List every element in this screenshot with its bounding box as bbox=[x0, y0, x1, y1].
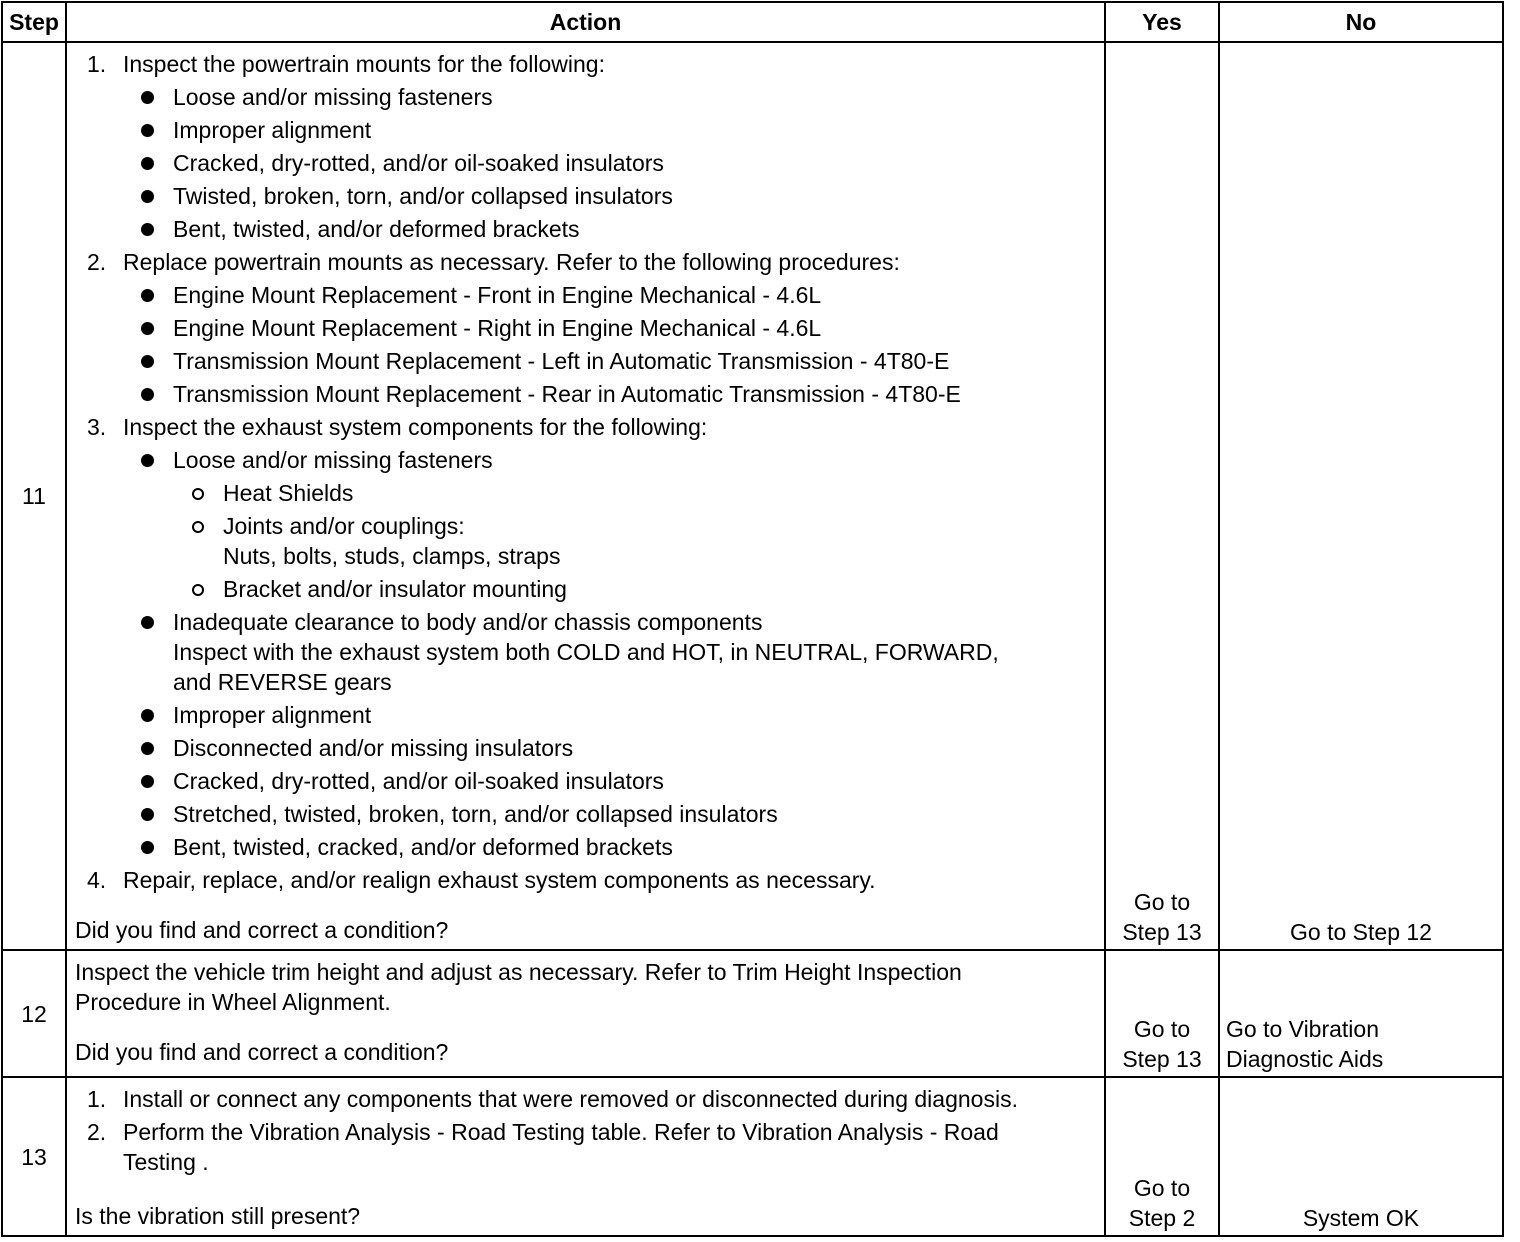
question-text: Is the vibration still present? bbox=[75, 1203, 361, 1229]
table-row-step-13 bbox=[2, 1077, 1503, 1236]
sub-bullet-item bbox=[173, 511, 1096, 571]
sub-bullet-item: Bracket and/or insulator mounting bbox=[173, 574, 1096, 604]
yes-line: Step 13 bbox=[1122, 919, 1202, 945]
sub-bullet-item: Heat Shields bbox=[173, 478, 1096, 508]
action-list bbox=[75, 1084, 1096, 1177]
header-yes: Yes bbox=[1105, 2, 1219, 42]
action-text: Inspect the vehicle trim height and adjust as necessary. Refer to Trim Height Inspection bbox=[75, 959, 962, 985]
bullet-item: Engine Mount Replacement - Front in Engine Mechanical - 4.6L bbox=[123, 280, 1096, 310]
sub-bullet-note: Nuts, bolts, studs, clamps, straps bbox=[223, 543, 561, 569]
bullet-item: Stretched, twisted, broken, torn, and/or collapsed insulators bbox=[123, 799, 1096, 829]
bullet-item: Disconnected and/or missing insulators bbox=[123, 733, 1096, 763]
item-text: Replace powertrain mounts as necessary. Refer to the following procedures: bbox=[123, 249, 900, 275]
question-text: Did you find and correct a condition? bbox=[75, 1039, 449, 1065]
yes-cell bbox=[1105, 1077, 1219, 1236]
bullet-text: Inadequate clearance to body and/or chassis components bbox=[173, 609, 763, 635]
diagnostic-table bbox=[1, 1, 1504, 1237]
list-item bbox=[75, 412, 1096, 862]
sub-bullet-list bbox=[173, 478, 1096, 604]
list-item bbox=[75, 1117, 1096, 1177]
bullet-item: Cracked, dry-rotted, and/or oil-soaked insulators bbox=[123, 766, 1096, 796]
item-text-continued: Testing . bbox=[123, 1149, 209, 1175]
no-line: Go to Step 12 bbox=[1290, 919, 1432, 945]
bullet-item: Engine Mount Replacement - Right in Engine Mechanical - 4.6L bbox=[123, 313, 1096, 343]
list-item bbox=[75, 49, 1096, 244]
bullet-list bbox=[123, 280, 1096, 409]
step-number: 13 bbox=[2, 1077, 66, 1236]
item-number: 3. bbox=[87, 414, 107, 440]
yes-line: Step 13 bbox=[1122, 1046, 1202, 1072]
header-row bbox=[2, 2, 1503, 42]
item-text: Repair, replace, and/or realign exhaust system components as necessary. bbox=[123, 867, 876, 893]
bullet-item: Transmission Mount Replacement - Rear in Automatic Transmission - 4T80-E bbox=[123, 379, 1096, 409]
item-text: Inspect the powertrain mounts for the following: bbox=[123, 51, 605, 77]
list-item bbox=[75, 1084, 1096, 1114]
step-number: 11 bbox=[2, 42, 66, 950]
list-item bbox=[75, 865, 1096, 895]
action-cell bbox=[66, 950, 1105, 1077]
question-text: Did you find and correct a condition? bbox=[75, 917, 449, 943]
item-text: Perform the Vibration Analysis - Road Testing table. Refer to Vibration Analysis - Road bbox=[123, 1119, 999, 1145]
yes-cell bbox=[1105, 950, 1219, 1077]
no-line: Diagnostic Aids bbox=[1226, 1046, 1384, 1072]
item-text: Install or connect any components that were removed or disconnected during diagnosis. bbox=[123, 1086, 1018, 1112]
no-cell bbox=[1219, 42, 1503, 950]
table-row-step-11 bbox=[2, 42, 1503, 950]
bullet-note: Inspect with the exhaust system both COLD and HOT, in NEUTRAL, FORWARD, bbox=[173, 639, 999, 665]
yes-cell bbox=[1105, 42, 1219, 950]
item-number: 1. bbox=[87, 51, 107, 77]
bullet-item: Improper alignment bbox=[123, 700, 1096, 730]
item-text: Inspect the exhaust system components for the following: bbox=[123, 414, 708, 440]
bullet-item: Twisted, broken, torn, and/or collapsed insulators bbox=[123, 181, 1096, 211]
yes-line: Step 2 bbox=[1128, 1205, 1196, 1231]
yes-line: Go to bbox=[1133, 1016, 1191, 1042]
header-no: No bbox=[1219, 2, 1503, 42]
bullet-item bbox=[123, 445, 1096, 604]
no-line: System OK bbox=[1302, 1205, 1420, 1231]
step-number: 12 bbox=[2, 950, 66, 1077]
bullet-item: Bent, twisted, and/or deformed brackets bbox=[123, 214, 1096, 244]
table-row-step-12 bbox=[2, 950, 1503, 1077]
no-line: Go to Vibration bbox=[1226, 1016, 1380, 1042]
bullet-item: Transmission Mount Replacement - Left in Automatic Transmission - 4T80-E bbox=[123, 346, 1096, 376]
bullet-item: Loose and/or missing fasteners bbox=[123, 82, 1096, 112]
item-number: 2. bbox=[87, 249, 107, 275]
bullet-item: Cracked, dry-rotted, and/or oil-soaked insulators bbox=[123, 148, 1096, 178]
yes-line: Go to bbox=[1133, 1175, 1191, 1201]
action-cell bbox=[66, 1077, 1105, 1236]
header-step: Step bbox=[2, 2, 66, 42]
bullet-item: Improper alignment bbox=[123, 115, 1096, 145]
bullet-list bbox=[123, 82, 1096, 244]
header-action: Action bbox=[66, 2, 1105, 42]
action-text: Procedure in Wheel Alignment. bbox=[75, 989, 391, 1015]
action-list bbox=[75, 49, 1096, 895]
item-number: 1. bbox=[87, 1086, 107, 1112]
no-cell bbox=[1219, 1077, 1503, 1236]
item-number: 2. bbox=[87, 1119, 107, 1145]
action-cell bbox=[66, 42, 1105, 950]
yes-line: Go to bbox=[1133, 889, 1191, 915]
item-number: 4. bbox=[87, 867, 107, 893]
bullet-text: Loose and/or missing fasteners bbox=[173, 447, 493, 473]
no-cell bbox=[1219, 950, 1503, 1077]
bullet-list bbox=[123, 445, 1096, 862]
bullet-note: and REVERSE gears bbox=[173, 669, 392, 695]
list-item bbox=[75, 247, 1096, 409]
bullet-item: Bent, twisted, cracked, and/or deformed brackets bbox=[123, 832, 1096, 862]
sub-bullet-text: Joints and/or couplings: bbox=[223, 513, 465, 539]
bullet-item bbox=[123, 607, 1096, 697]
